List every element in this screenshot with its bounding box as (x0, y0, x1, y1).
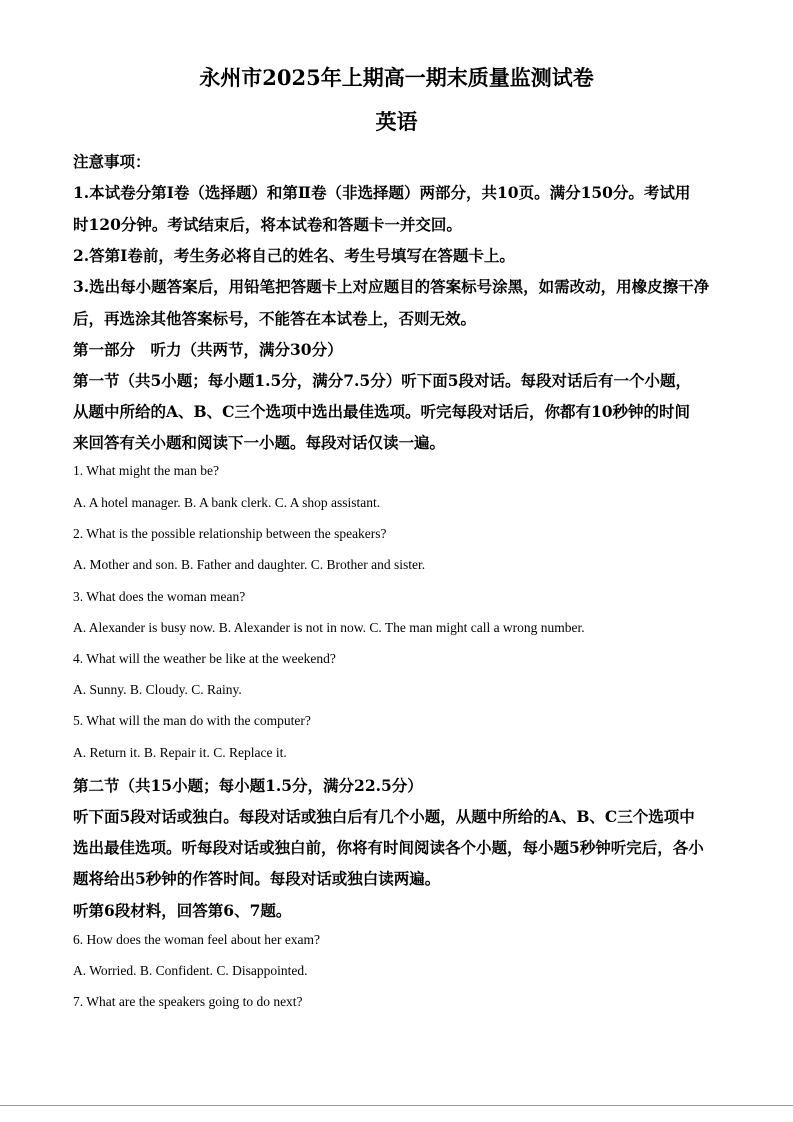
notice-line: 3.选出每小题答案后，用铅笔把答题卡上对应题目的答案标号涂黑，如需改动，用橡皮擦干净 (73, 277, 710, 296)
section2-heading: 第二节（共15小题；每小题1.5分，满分22.5分） (73, 776, 423, 795)
question-6: 6. How does the woman feel about her exam? (73, 932, 321, 947)
notice-heading: 注意事项： (73, 152, 151, 171)
section1-intro: 来回答有关小题和阅读下一小题。每段对话仅读一遍。 (73, 433, 446, 452)
material-6-heading: 听第6段材料，回答第6、7题。 (73, 901, 292, 920)
section2-intro: 题将给出5秒钟的作答时间。每段对话或独白读两遍。 (73, 869, 441, 888)
question-7: 7. What are the speakers going to do next? (73, 994, 303, 1009)
exam-title: 永州市2025年上期高一期末质量监测试卷 (199, 65, 594, 90)
section2-intro: 选出最佳选项。听每段对话或独白前，你将有时间阅读各个小题，每小题5秒钟听完后，各小 (73, 838, 704, 857)
page-bottom-divider (0, 1105, 793, 1106)
notice-line: 2.答第Ⅰ卷前，考生务必将自己的姓名、考生号填写在答题卡上。 (73, 246, 515, 265)
options-3: A. Alexander is busy now. B. Alexander is not in now. C. The man might call a wrong number. (73, 620, 585, 635)
options-4: A. Sunny. B. Cloudy. C. Rainy. (73, 682, 242, 697)
section2-intro: 听下面5段对话或独白。每段对话或独白后有几个小题，从题中所给的A、B、C三个选项中 (73, 807, 695, 826)
notice-line: 后，再选涂其他答案标号，不能答在本试卷上，否则无效。 (73, 309, 477, 328)
question-1: 1. What might the man be? (73, 463, 219, 478)
section1-intro: 第一节（共5小题；每小题1.5分，满分7.5分）听下面5段对话。每段对话后有一个小题， (73, 371, 692, 390)
part1-heading: 第一部分 听力（共两节，满分30分） (73, 340, 343, 359)
subject-title: 英语 (375, 109, 418, 134)
question-2: 2. What is the possible relationship between the speakers? (73, 526, 387, 541)
options-5: A. Return it. B. Repair it. C. Replace it. (73, 745, 287, 760)
options-2: A. Mother and son. B. Father and daughter. C. Brother and sister. (73, 557, 426, 572)
options-1: A. A hotel manager. B. A bank clerk. C. A shop assistant. (73, 495, 381, 510)
section1-intro: 从题中所给的A、B、C三个选项中选出最佳选项。听完每段对话后，你都有10秒钟的时间 (73, 402, 691, 421)
question-3: 3. What does the woman mean? (73, 589, 246, 604)
notice-line: 1.本试卷分第Ⅰ卷（选择题）和第Ⅱ卷（非选择题）两部分，共10页。满分150分。考试用 (73, 183, 691, 202)
question-4: 4. What will the weather be like at the weekend? (73, 651, 336, 666)
notice-line: 时120分钟。考试结束后，将本试卷和答题卡一并交回。 (73, 215, 462, 234)
options-6: A. Worried. B. Confident. C. Disappointed. (73, 963, 308, 978)
question-5: 5. What will the man do with the computer? (73, 713, 311, 728)
